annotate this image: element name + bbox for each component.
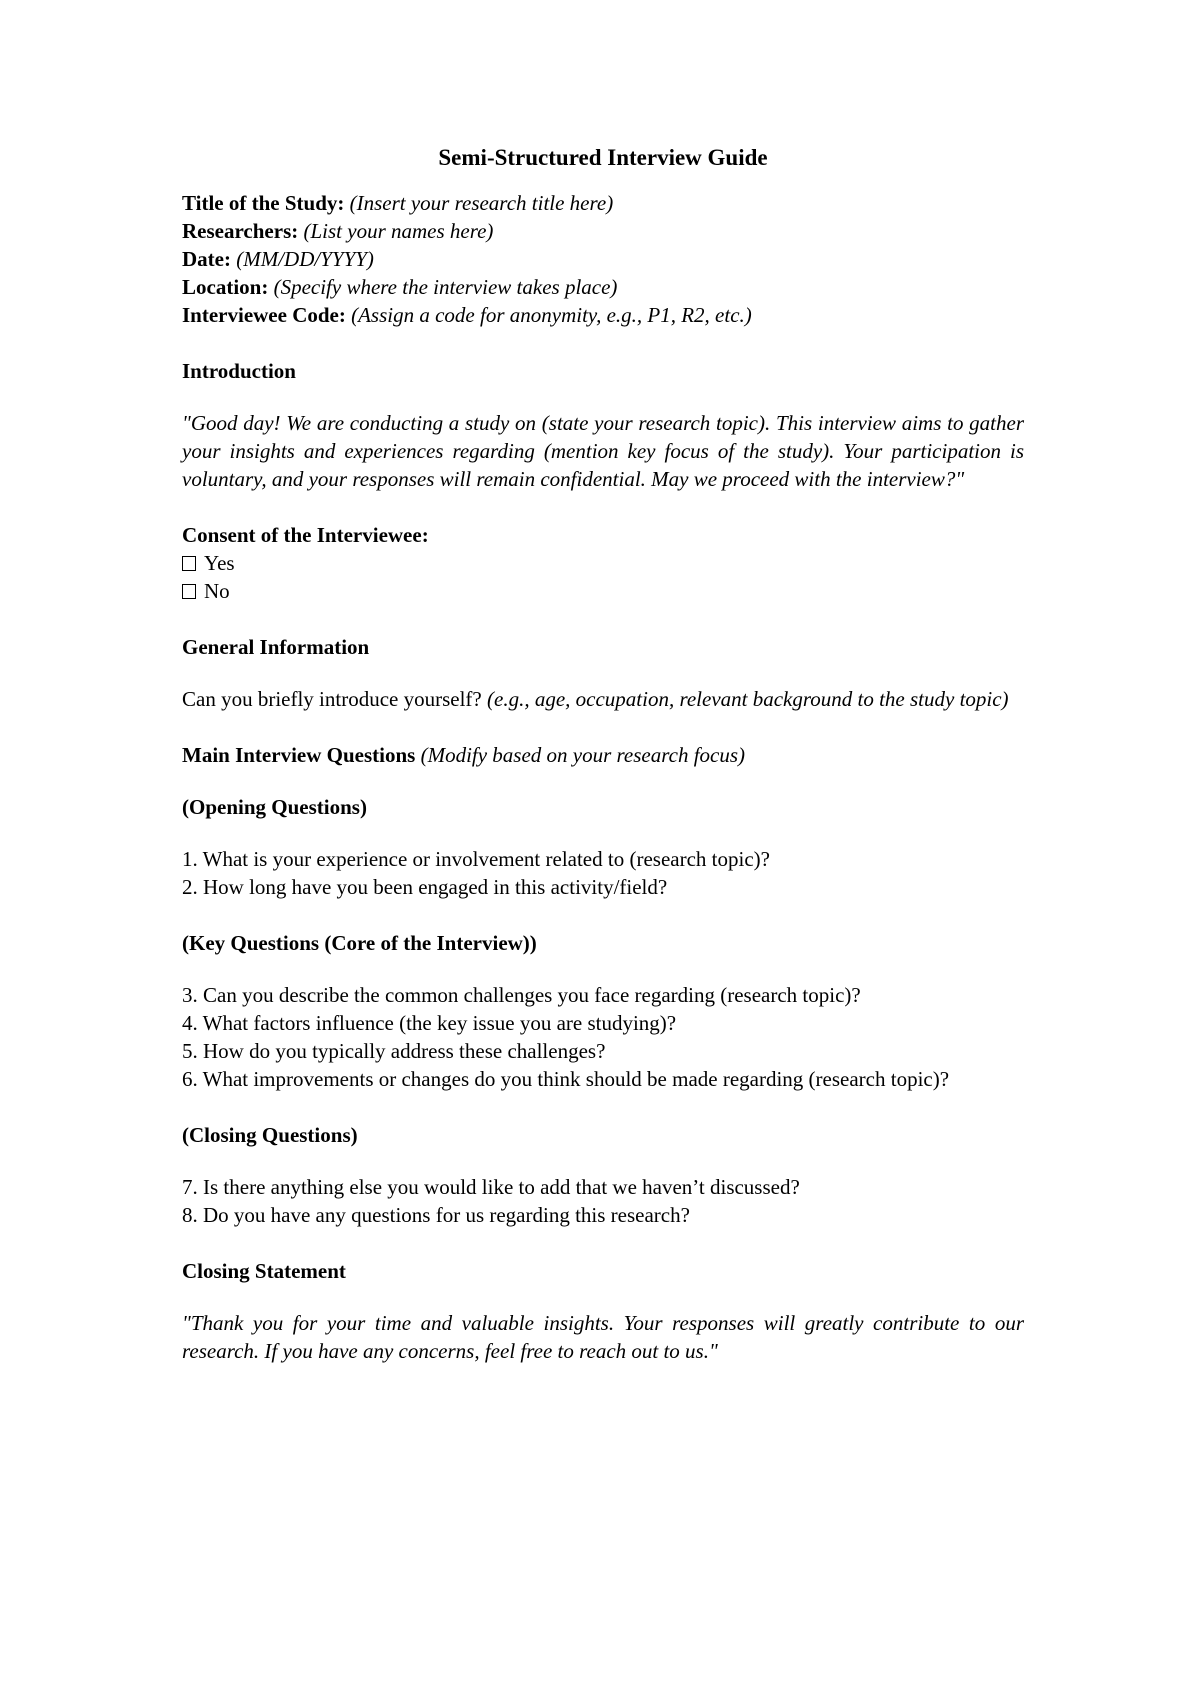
- meta-date: [182, 245, 1024, 273]
- question-item: 8. Do you have any questions for us regarding this research?: [182, 1203, 690, 1227]
- general-information-heading: General Information: [182, 635, 370, 659]
- question-text: Can you briefly introduce yourself?: [182, 687, 487, 711]
- closing-statement-text: "Thank you for your time and valuable insights. Your responses will greatly contribute to our research. If you have any concerns, feel free to reach out to us.": [182, 1311, 1024, 1363]
- meta-label: Interviewee Code:: [182, 303, 346, 327]
- consent-option-label: Yes: [204, 551, 235, 575]
- meta-value: (Specify where the interview takes place): [273, 275, 618, 299]
- meta-location: [182, 273, 1024, 301]
- question-item: 4. What factors influence (the key issue you are studying)?: [182, 1011, 677, 1035]
- heading-text: Main Interview Questions: [182, 743, 421, 767]
- meta-study-title: [182, 189, 1024, 217]
- closing-statement-heading: Closing Statement: [182, 1259, 346, 1283]
- meta-interviewee-code: [182, 301, 1024, 329]
- meta-label: Date:: [182, 247, 231, 271]
- document-title: Semi-Structured Interview Guide: [438, 145, 768, 170]
- main-questions-heading: [182, 741, 1024, 769]
- meta-label: Researchers:: [182, 219, 299, 243]
- general-information-question: [182, 685, 1024, 713]
- closing-questions-heading: (Closing Questions): [182, 1123, 358, 1147]
- checkbox-icon[interactable]: [182, 556, 196, 571]
- consent-heading: Consent of the Interviewee:: [182, 523, 429, 547]
- consent-option-yes[interactable]: [182, 549, 1024, 577]
- meta-value: (MM/DD/YYYY): [236, 247, 374, 271]
- meta-researchers: [182, 217, 1024, 245]
- consent-option-no[interactable]: [182, 577, 1024, 605]
- introduction-text: "Good day! We are conducting a study on (state your research topic). This interview aims to gather your insights and experiences regarding (mention key focus of the study). Your participation is voluntary, and your responses will remain confidential. May we proceed with the interview?": [182, 411, 1024, 491]
- opening-questions-heading: (Opening Questions): [182, 795, 367, 819]
- meta-value: (Insert your research title here): [349, 191, 614, 215]
- meta-label: Location:: [182, 275, 269, 299]
- question-item: 6. What improvements or changes do you think should be made regarding (research topic)?: [182, 1067, 950, 1091]
- question-item: 7. Is there anything else you would like to add that we haven’t discussed?: [182, 1175, 800, 1199]
- question-item: 1. What is your experience or involvement related to (research topic)?: [182, 847, 770, 871]
- document-page: [182, 144, 1024, 1365]
- meta-label: Title of the Study:: [182, 191, 345, 215]
- introduction-heading: Introduction: [182, 359, 296, 383]
- question-item: 2. How long have you been engaged in this activity/field?: [182, 875, 668, 899]
- checkbox-icon[interactable]: [182, 584, 196, 599]
- meta-value: (List your names here): [303, 219, 494, 243]
- question-hint: (e.g., age, occupation, relevant background to the study topic): [487, 687, 1009, 711]
- meta-value: (Assign a code for anonymity, e.g., P1, R2, etc.): [351, 303, 752, 327]
- question-item: 5. How do you typically address these challenges?: [182, 1039, 606, 1063]
- question-item: 3. Can you describe the common challenges you face regarding (research topic)?: [182, 983, 861, 1007]
- consent-option-label: No: [204, 579, 230, 603]
- key-questions-heading: (Key Questions (Core of the Interview)): [182, 931, 537, 955]
- heading-hint: (Modify based on your research focus): [420, 743, 746, 767]
